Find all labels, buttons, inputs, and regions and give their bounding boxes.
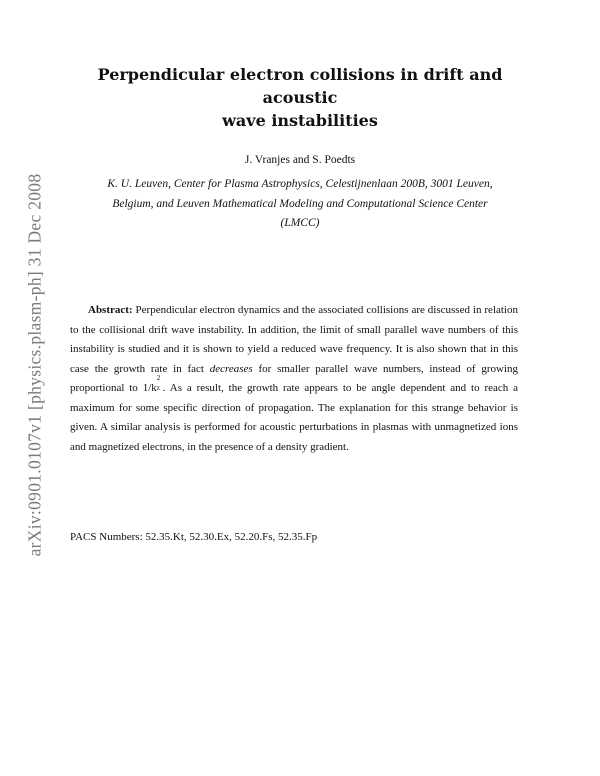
affiliation-line-3: (LMCC) — [280, 217, 320, 229]
pacs-numbers: PACS Numbers: 52.35.Kt, 52.30.Ex, 52.20.Fs, 52.35.Fp — [70, 531, 318, 543]
title-line-1: Perpendicular electron collisions in drift and acoustic — [97, 65, 503, 107]
title-line-2: wave instabilities — [222, 111, 378, 130]
affiliation-line-2: Belgium, and Leuven Mathematical Modeling and Computational Science Center — [112, 197, 488, 210]
abstract-paragraph — [70, 301, 518, 457]
abstract-text-part-2: for smaller parallel wave numbers, instead of growing proportional to — [70, 362, 518, 394]
affiliation — [80, 175, 520, 234]
abstract-formula: 1/k 2 z — [142, 374, 161, 394]
abstract-emphasis: decreases — [209, 362, 253, 375]
affiliation-line-1: K. U. Leuven, Center for Plasma Astrophysics, Celestijnenlaan 200B, 3001 Leuven, — [107, 178, 493, 190]
abstract-text-part-1: Perpendicular electron dynamics and the associated collisions are discussed in relation to the collisional drift wave instability. In addition, the limit of small parallel wave numbers of this instability is studied and it is shown to yield a reduced wave frequency. It is also shown that in this case the growth rate in fact — [70, 304, 518, 375]
abstract-label: Abstract: — [88, 304, 133, 316]
abstract-text-part-3: . As a result, the growth rate appears to be angle dependent and to reach a maximum for some specific direction of propagation. The explanation for this strange behavior is given. A similar analysis is performed for acoustic perturbations in plasmas with unmagnetized ions and magnetized electrons, in the presence of a density gradient. — [70, 382, 519, 453]
arxiv-identifier-stamp: arXiv:0901.0107v1 [physics.plasm-ph] 31 Dec 2008 — [24, 173, 45, 557]
author-list: J. Vranjes and S. Poedts — [244, 154, 356, 166]
paper-title — [60, 63, 540, 132]
